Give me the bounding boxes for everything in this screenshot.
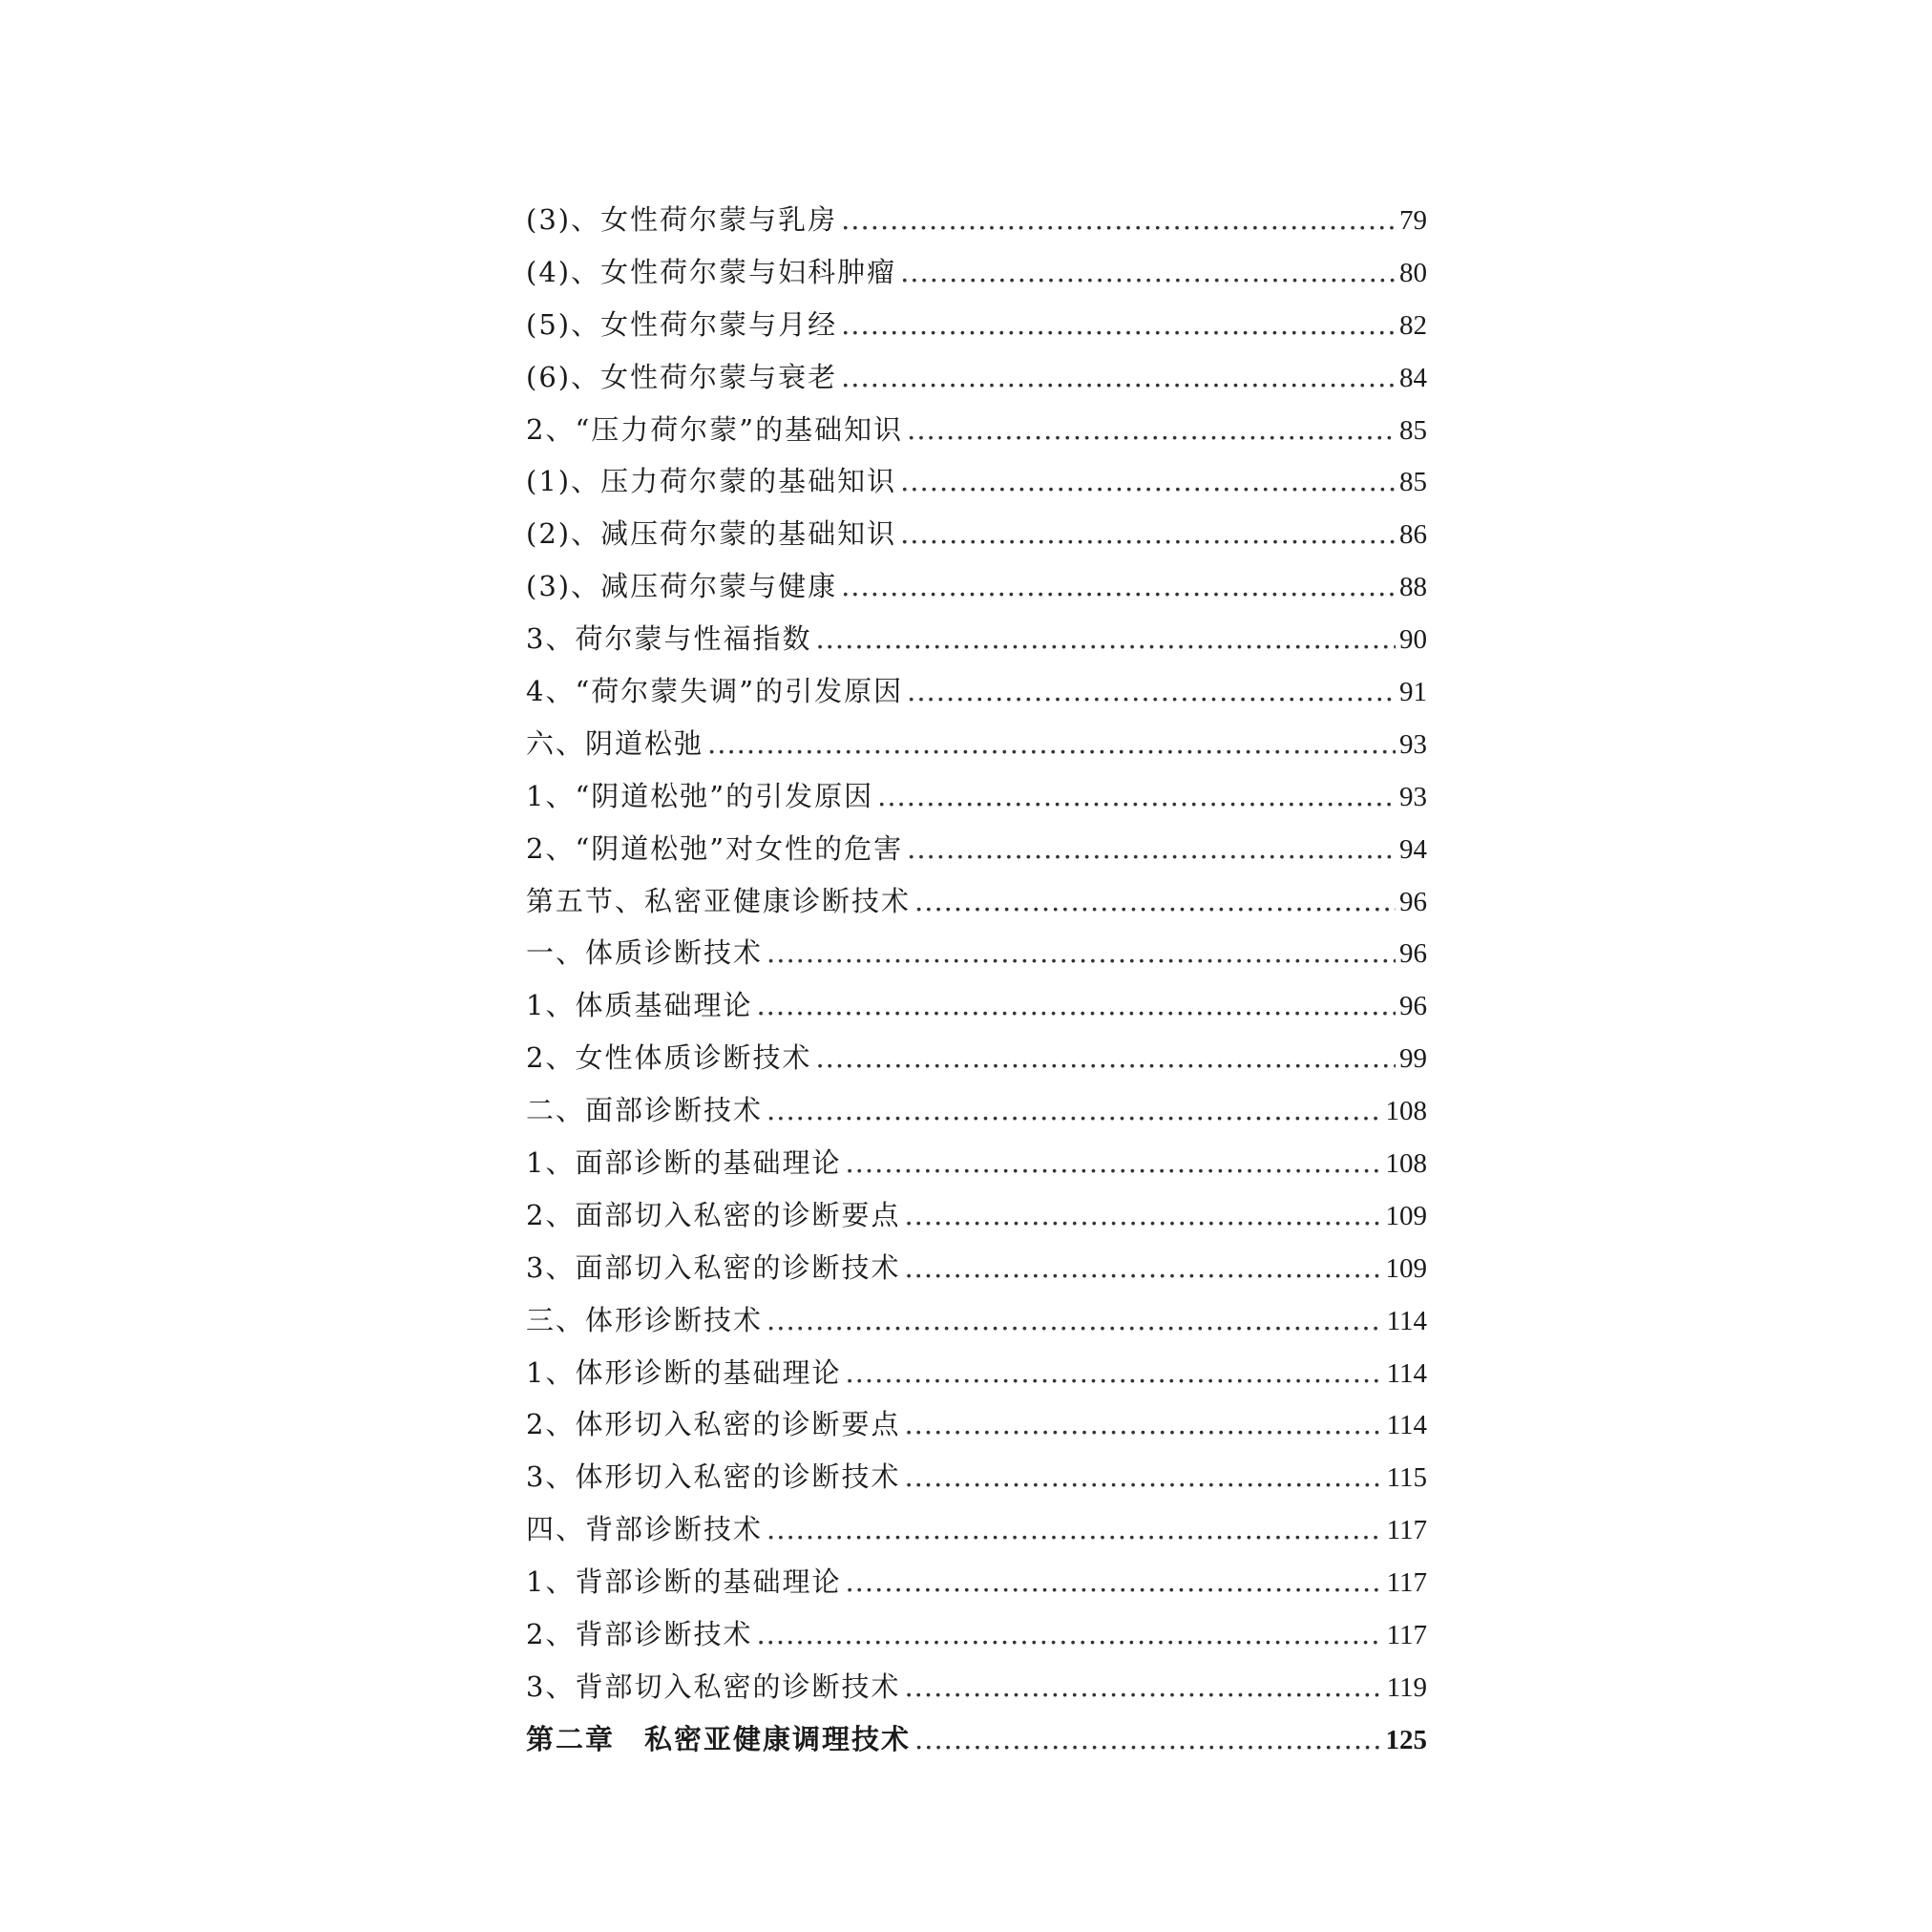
toc-entry-title: 2、面部切入私密的诊断要点 [526, 1198, 901, 1231]
toc-entry-title: 2、背部诊断技术 [526, 1618, 753, 1651]
toc-entry[interactable] [526, 1398, 1427, 1451]
toc-page-number: 114 [1386, 1305, 1427, 1336]
toc-page-number: 96 [1399, 991, 1427, 1022]
toc-page-number: 84 [1399, 362, 1427, 393]
toc-page-number: 86 [1399, 519, 1427, 551]
toc-entry[interactable] [526, 718, 1427, 770]
toc-entry[interactable] [526, 1242, 1427, 1294]
toc-page-number: 108 [1385, 1096, 1427, 1127]
toc-dot-leader [907, 823, 1396, 875]
toc-entry-title: (3)、减压荷尔蒙与健康 [526, 570, 838, 603]
toc-entry-title: 1、面部诊断的基础理论 [526, 1146, 842, 1180]
toc-page-number: 85 [1399, 414, 1427, 446]
toc-entry[interactable] [526, 1661, 1427, 1713]
toc-entry-title: 1、体形诊断的基础理论 [526, 1355, 842, 1389]
toc-dot-leader [904, 1189, 1381, 1242]
toc-entry-title: 1、背部诊断的基础理论 [526, 1565, 842, 1599]
toc-entry[interactable] [526, 351, 1427, 404]
toc-page-number: 117 [1386, 1515, 1427, 1546]
toc-page-number: 115 [1386, 1462, 1427, 1494]
toc-dot-leader [845, 1137, 1381, 1189]
toc-dot-leader [900, 246, 1396, 299]
toc-entry-title: (1)、压力荷尔蒙的基础知识 [526, 465, 897, 498]
toc-entry[interactable] [526, 927, 1427, 979]
toc-page-number: 114 [1386, 1357, 1427, 1389]
toc-entry[interactable] [526, 823, 1427, 875]
toc-dot-leader [900, 455, 1396, 508]
toc-entry[interactable] [526, 1189, 1427, 1242]
toc-dot-leader [766, 927, 1396, 979]
toc-entry[interactable] [526, 560, 1427, 613]
toc-entry-title: 2、“压力荷尔蒙”的基础知识 [526, 412, 904, 446]
toc-entry[interactable] [526, 508, 1427, 560]
toc-page-number: 85 [1399, 467, 1427, 498]
toc-entry[interactable] [526, 194, 1427, 246]
toc-entry[interactable] [526, 1347, 1427, 1399]
toc-page-number: 125 [1385, 1724, 1427, 1755]
toc-entry[interactable] [526, 979, 1427, 1032]
toc-entry-title: (6)、女性荷尔蒙与衰老 [526, 360, 838, 393]
toc-entry[interactable] [526, 1451, 1427, 1503]
toc-dot-leader [907, 404, 1396, 456]
toc-entry-title: 3、体形切入私密的诊断技术 [526, 1460, 901, 1494]
toc-page-number: 94 [1399, 833, 1427, 865]
toc-entry-title: 4、“荷尔蒙失调”的引发原因 [526, 675, 904, 708]
toc-dot-leader [904, 1242, 1381, 1294]
toc-entry[interactable] [526, 1032, 1427, 1084]
toc-page-number: 82 [1399, 309, 1427, 341]
toc-entry[interactable] [526, 770, 1427, 823]
toc-page-number: 99 [1399, 1043, 1427, 1075]
toc-dot-leader [841, 299, 1396, 351]
toc-page-number: 109 [1385, 1252, 1427, 1284]
toc-entry[interactable] [526, 1294, 1427, 1347]
toc-dot-leader [907, 665, 1396, 718]
toc-entry-title: 2、体形切入私密的诊断要点 [526, 1408, 901, 1441]
toc-dot-leader [841, 194, 1396, 246]
toc-entry[interactable] [526, 299, 1427, 351]
toc-entry-title: 六、阴道松弛 [526, 726, 704, 760]
toc-entry[interactable] [526, 404, 1427, 456]
toc-page-number: 117 [1386, 1620, 1427, 1651]
toc-dot-leader [900, 508, 1396, 560]
toc-entry[interactable] [526, 1137, 1427, 1189]
toc-page-number: 117 [1386, 1567, 1427, 1599]
toc-page-number: 109 [1385, 1200, 1427, 1231]
toc-entry-title: 二、面部诊断技术 [526, 1094, 764, 1127]
toc-dot-leader [841, 351, 1396, 404]
toc-entry[interactable] [526, 875, 1427, 928]
toc-page-number: 114 [1386, 1410, 1427, 1441]
toc-entry-title: 3、面部切入私密的诊断技术 [526, 1250, 901, 1284]
toc-entry-title: 1、“阴道松弛”的引发原因 [526, 779, 874, 812]
toc-entry-title: 一、体质诊断技术 [526, 936, 764, 970]
toc-dot-leader [766, 1503, 1383, 1556]
toc-dot-leader [756, 1608, 1382, 1661]
toc-entry[interactable] [526, 1556, 1427, 1608]
toc-entry-title: 三、体形诊断技术 [526, 1303, 764, 1336]
toc-dot-leader [877, 770, 1396, 823]
toc-dot-leader [766, 1294, 1383, 1347]
toc-page-number: 93 [1399, 781, 1427, 812]
toc-entry-chapter[interactable] [526, 1713, 1427, 1766]
toc-dot-leader [707, 718, 1396, 770]
toc-page-number: 90 [1399, 624, 1427, 656]
toc-entry-title: 第五节、私密亚健康诊断技术 [526, 884, 912, 917]
toc-dot-leader [815, 613, 1396, 665]
toc-entry[interactable] [526, 455, 1427, 508]
toc-entry-title: 第二章 私密亚健康调理技术 [526, 1722, 912, 1755]
toc-entry-title: 3、荷尔蒙与性福指数 [526, 622, 812, 656]
toc-dot-leader [815, 1032, 1396, 1084]
toc-page-number: 119 [1386, 1671, 1427, 1703]
toc-dot-leader [756, 979, 1396, 1032]
toc-entry[interactable] [526, 1503, 1427, 1556]
toc-entry-title: (5)、女性荷尔蒙与月经 [526, 307, 838, 341]
toc-page-number: 108 [1385, 1148, 1427, 1180]
toc-dot-leader [841, 560, 1396, 613]
toc-entry[interactable] [526, 1084, 1427, 1137]
toc-dot-leader [914, 1713, 1381, 1766]
toc-dot-leader [766, 1084, 1381, 1137]
toc-entry-title: (3)、女性荷尔蒙与乳房 [526, 203, 838, 236]
toc-page-number: 80 [1399, 257, 1427, 288]
toc-page-number: 91 [1399, 677, 1427, 708]
toc-entry-title: 2、女性体质诊断技术 [526, 1041, 812, 1075]
toc-entry-title: 2、“阴道松弛”对女性的危害 [526, 831, 904, 865]
toc-entry-title: 四、背部诊断技术 [526, 1513, 764, 1546]
table-of-contents [526, 194, 1427, 1766]
toc-dot-leader [904, 1661, 1382, 1713]
toc-page-number: 96 [1399, 886, 1427, 917]
toc-page-number: 88 [1399, 572, 1427, 603]
toc-entry[interactable] [526, 1608, 1427, 1661]
toc-entry-title: (2)、减压荷尔蒙的基础知识 [526, 517, 897, 551]
toc-dot-leader [914, 875, 1396, 928]
toc-dot-leader [845, 1347, 1382, 1399]
toc-dot-leader [845, 1556, 1382, 1608]
toc-entry-title: 3、背部切入私密的诊断技术 [526, 1670, 901, 1703]
toc-entry[interactable] [526, 665, 1427, 718]
toc-dot-leader [904, 1451, 1382, 1503]
toc-page-number: 79 [1399, 205, 1427, 236]
toc-page-number: 93 [1399, 728, 1427, 760]
toc-entry[interactable] [526, 246, 1427, 299]
toc-entry-title: 1、体质基础理论 [526, 989, 753, 1022]
toc-dot-leader [904, 1398, 1382, 1451]
toc-entry-title: (4)、女性荷尔蒙与妇科肿瘤 [526, 255, 897, 288]
toc-page-number: 96 [1399, 938, 1427, 970]
toc-entry[interactable] [526, 613, 1427, 665]
